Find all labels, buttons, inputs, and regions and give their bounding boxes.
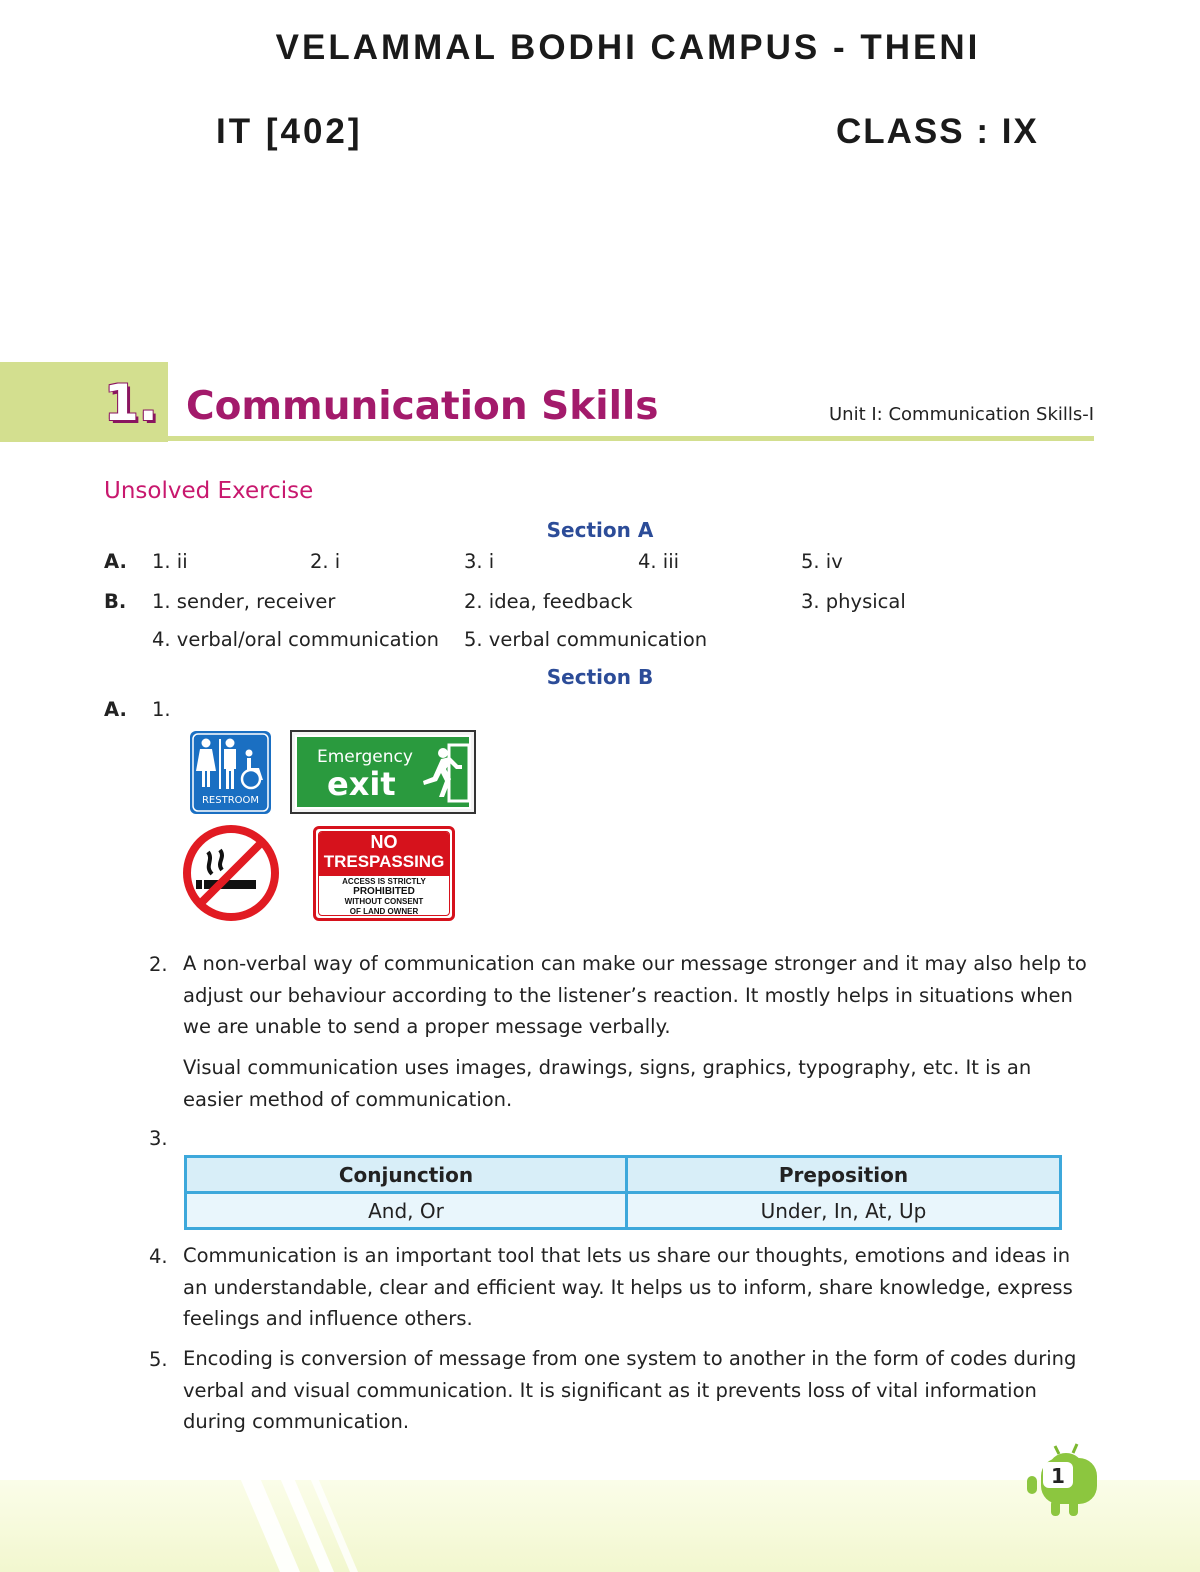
chapter-rule — [168, 436, 1094, 441]
question-4-number: 4. — [149, 1245, 168, 1268]
answer-b2: 2. idea, feedback — [464, 590, 633, 613]
answer-a2: 2. i — [310, 550, 341, 573]
restroom-sign — [190, 731, 271, 814]
class-label: CLASS : IX — [836, 112, 1039, 151]
answer-a3: 3. i — [464, 550, 495, 573]
chapter-title: Communication Skills — [186, 384, 659, 429]
answer-a1: 1. ii — [152, 550, 188, 573]
table-header-conjunction: Conjunction — [186, 1157, 627, 1193]
conjunction-preposition-table — [184, 1155, 1062, 1230]
question-5-answer: Encoding is conversion of message from one system to another in the form of codes during verbal and visual communication. It is significant as it prevents loss of vital information during communication. — [183, 1347, 1077, 1433]
access-text: ACCESS IS STRICTLY — [342, 877, 426, 886]
question-4-answer: Communication is an important tool that lets us share our thoughts, emotions and ideas in an understandable, clear and efficient way. It helps us to inform, share knowledge, express feelings and influence others. — [183, 1244, 1073, 1330]
question-2-answer-para-1: A non-verbal way of communication can make our message stronger and it may also help to adjust our behaviour according to the listener’s reaction. It mostly helps in situations when we are unable to send a proper message verbally. — [183, 952, 1087, 1038]
emergency-text: Emergency — [317, 747, 413, 767]
section-a-label-a: A. — [104, 550, 127, 573]
school-name: VELAMMAL BODHI CAMPUS - THENI — [275, 28, 981, 67]
trespassing-text: TRESPASSING — [323, 852, 445, 871]
consent-text: WITHOUT CONSENT — [344, 897, 424, 906]
table-header-row — [186, 1157, 1061, 1193]
exit-text: exit — [327, 765, 396, 803]
table-header-preposition: Preposition — [627, 1157, 1061, 1193]
answer-b4: 4. verbal/oral communication — [152, 628, 439, 651]
answer-a5: 5. iv — [801, 550, 843, 573]
emergency-exit-sign — [290, 730, 476, 814]
question-3-number: 3. — [149, 1127, 168, 1150]
unit-label: Unit I: Communication Skills-I — [829, 404, 1095, 425]
no-smoking-icon — [182, 824, 280, 922]
chapter-number: 1. — [104, 374, 158, 432]
restroom-label: RESTROOM — [201, 795, 260, 806]
exercise-title: Unsolved Exercise — [104, 478, 314, 504]
answer-b3: 3. physical — [801, 590, 906, 613]
table-cell-conjunction: And, Or — [186, 1193, 627, 1229]
answer-b1: 1. sender, receiver — [152, 590, 336, 613]
no-text: NO — [370, 832, 398, 852]
prohibited-text: PROHIBITED — [353, 886, 415, 897]
section-a-label-b: B. — [104, 590, 127, 613]
page-number-mascot — [1025, 1440, 1097, 1520]
no-smoking-sign — [182, 824, 280, 922]
section-b-label-a: A. — [104, 698, 127, 721]
table-row — [186, 1193, 1061, 1229]
section-b-heading: Section B — [546, 665, 654, 689]
question-2-number: 2. — [149, 953, 168, 976]
owner-text: OF LAND OWNER — [349, 907, 419, 916]
question-1-number: 1. — [152, 698, 171, 721]
page-number: 1 — [1051, 1464, 1065, 1488]
answer-a4: 4. iii — [638, 550, 680, 573]
running-man-icon — [421, 743, 471, 803]
question-2-answer-para-2: Visual communication uses images, drawings, signs, graphics, typography, etc. It is an easier method of communication. — [183, 1056, 1032, 1111]
table-cell-preposition: Under, In, At, Up — [627, 1193, 1061, 1229]
footer-stripes — [180, 1478, 380, 1572]
no-trespassing-sign — [313, 826, 455, 921]
subject-code: IT [402] — [216, 112, 363, 151]
section-a-heading: Section A — [546, 518, 654, 542]
question-5-number: 5. — [149, 1348, 168, 1371]
answer-b5: 5. verbal communication — [464, 628, 708, 651]
